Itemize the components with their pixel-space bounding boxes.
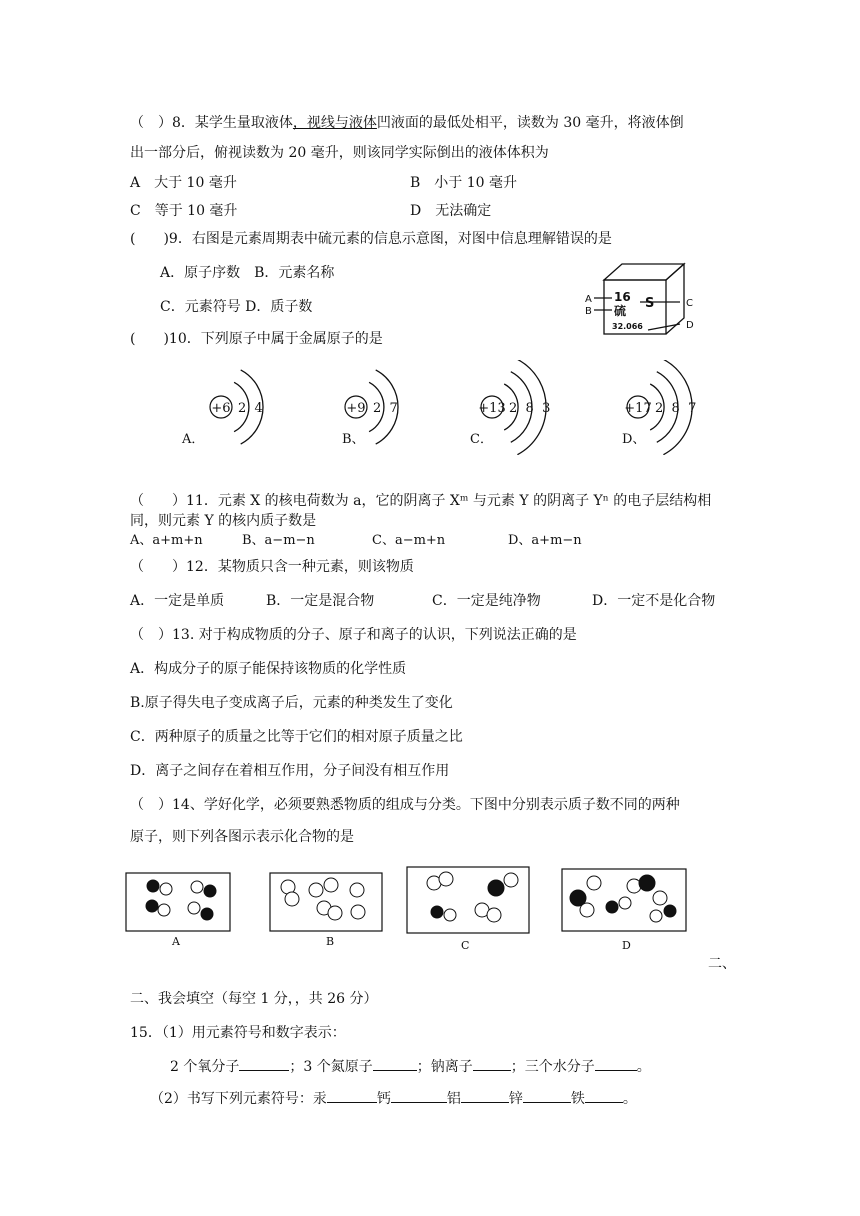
q12-stem: （ ）12．某物质只含一种元素，则该物质: [130, 559, 414, 575]
q13-stem: （ ）13. 对于构成物质的分子、原子和离子的认识，下列说法正确的是: [130, 627, 577, 643]
open-atom: [619, 897, 631, 909]
open-atom: [188, 902, 200, 914]
sulfur-name: 硫: [614, 304, 627, 318]
atom-diagram-a: [181, 370, 263, 447]
zinc-label: 锌: [508, 1091, 523, 1107]
open-atom: [191, 881, 203, 893]
filled-atom: [146, 900, 158, 912]
q9-stem: ( )9．右图是元素周期表中硫元素的信息示意图，对图中信息理解错误的是: [130, 231, 612, 247]
figure-label-d: D: [686, 320, 694, 331]
q13-option-d: D．离子之间存在着相互作用，分子间没有相互作用: [130, 763, 450, 779]
open-atom: [504, 873, 518, 887]
electron-counts: 2 7: [373, 401, 398, 416]
nucleus-charge: +9: [346, 401, 366, 416]
q8-line2: 出一部分后，俯视读数为 20 毫升，则该同学实际倒出的液体体积为: [130, 145, 549, 161]
sulfur-element-figure: [582, 258, 702, 340]
q8-option-b: B 小于 10 毫升: [410, 175, 518, 191]
calcium-label: 钙: [376, 1091, 391, 1107]
q9-options-ab: A．原子序数 B．元素名称: [160, 265, 335, 281]
q11-option-d: D、a+m−n: [508, 533, 582, 548]
atom-diagram-d: [622, 360, 696, 455]
q15-heading: 15．（1）用元素符号和数字表示：: [130, 1025, 346, 1041]
atom-option-label: B、: [342, 432, 365, 447]
atom-option-label: A．: [182, 432, 205, 447]
answer-blank-mercury[interactable]: [327, 1088, 377, 1103]
q8-line1: [130, 114, 684, 132]
open-atom: [650, 910, 662, 922]
filled-atom: [147, 880, 159, 892]
atom-option-label: C．: [470, 432, 493, 447]
open-atom: [653, 891, 667, 905]
q14-line2: 原子，则下列各图示表示化合物的是: [130, 829, 354, 845]
electron-counts: 2 8 3: [509, 401, 551, 416]
answer-blank-sodium[interactable]: [473, 1056, 511, 1071]
option-a-box: [126, 873, 230, 931]
open-atom: [160, 883, 172, 895]
q11-option-c: C、a−m+n: [372, 533, 446, 548]
section2-title: 二、我会填空（每空 1 分，，共 26 分）: [130, 991, 378, 1007]
mercury-label: （2）书写下列元素符号：汞: [150, 1091, 327, 1107]
atom-diagram-c: [470, 360, 550, 455]
q13-option-c: C．两种原子的质量之比等于它们的相对原子质量之比: [130, 729, 463, 745]
q13-option-b: B.原子得失电子变成离子后，元素的种类发生了变化: [130, 695, 453, 711]
q13-option-a: A．构成分子的原子能保持该物质的化学性质: [130, 661, 407, 677]
q14-line1: （ ）14、学好化学，必须要熟悉物质的组成与分类。下图中分别表示质子数不同的两种: [130, 797, 680, 813]
particle-diagrams: [0, 860, 860, 960]
open-atom: [487, 908, 501, 922]
electron-counts: 2 4: [238, 401, 263, 416]
option-b-label: B: [326, 935, 335, 948]
filled-atom: [606, 901, 618, 913]
answer-blank-water[interactable]: [595, 1056, 637, 1071]
open-atom: [324, 878, 338, 892]
nucleus-charge: +13: [478, 401, 506, 416]
option-a-label: A: [172, 935, 180, 948]
atom-option-label: D、: [622, 432, 646, 447]
q10-stem: ( )10．下列原子中属于金属原子的是: [130, 331, 383, 347]
answer-blank-iron[interactable]: [585, 1088, 623, 1103]
figure-label-b: B: [585, 306, 592, 317]
answer-blank-oxygen[interactable]: [239, 1056, 289, 1071]
filled-atom: [488, 880, 504, 896]
filled-atom: [201, 908, 213, 920]
margin-note: 二、: [708, 956, 736, 972]
filled-atom: [204, 885, 216, 897]
option-c-label: C: [461, 939, 470, 952]
open-atom: [328, 906, 342, 920]
q8-option-a: A 大于 10 毫升: [130, 175, 237, 191]
q12-option-a: A．一定是单质: [130, 593, 225, 609]
q15-part1-end: 。: [636, 1059, 651, 1075]
open-atom: [285, 892, 299, 906]
q12-option-d: D．一定不是化合物: [592, 593, 716, 609]
sulfur-symbol: S: [645, 296, 655, 311]
answer-blank-nitrogen[interactable]: [373, 1056, 417, 1071]
filled-atom: [664, 905, 676, 917]
q15-part1: [170, 1056, 651, 1076]
answer-blank-zinc[interactable]: [523, 1088, 571, 1103]
aluminum-label: 铝: [446, 1091, 461, 1107]
open-atom: [444, 909, 456, 921]
sulfur-atomic-number: 16: [614, 290, 631, 304]
q8-option-d: D 无法确定: [410, 203, 492, 219]
open-atom: [587, 876, 601, 890]
open-atom: [158, 904, 170, 916]
sulfur-atomic-mass: 32.066: [612, 322, 643, 331]
q11-option-b: B、a−m−n: [242, 533, 315, 548]
q11-line1: [130, 492, 711, 510]
filled-atom: [639, 875, 655, 891]
q8-stem-start: （ ）8．某学生量取液体: [130, 115, 293, 131]
q8-underlined-text: ，视线与液体: [292, 115, 377, 131]
open-atom: [439, 872, 453, 886]
q11-line2: 同，则元素 Y 的核内质子数是: [130, 513, 317, 529]
water-molecule-label: ；三个水分子: [510, 1059, 595, 1075]
open-atom: [351, 905, 365, 919]
nucleus-charge: +17: [624, 401, 652, 416]
q9-options-cd: C．元素符号 D．质子数: [160, 299, 313, 315]
figure-label-c: C: [686, 298, 693, 309]
electron-counts: 2 8 7: [655, 401, 697, 416]
nitrogen-atom-label: ；3 个氮原子: [289, 1059, 373, 1075]
option-d-label: D: [622, 939, 631, 952]
open-atom: [580, 903, 594, 917]
atom-diagrams: [0, 360, 860, 455]
filled-atom: [431, 906, 443, 918]
open-atom: [309, 883, 323, 897]
q15-part2-end: 。: [622, 1091, 637, 1107]
oxygen-molecule-label: 2 个氧分子: [170, 1059, 240, 1075]
answer-blank-aluminum[interactable]: [461, 1088, 509, 1103]
figure-label-a: A: [585, 294, 592, 305]
q8-stem-rest: 凹液面的最低处相平，读数为 30 毫升，将液体倒: [376, 115, 684, 131]
q8-option-c: C 等于 10 毫升: [130, 203, 238, 219]
answer-blank-calcium[interactable]: [391, 1088, 447, 1103]
q11-stem: （ ）11．元素 X 的核电荷数为 a，它的阴离子 Xᵐ 与元素 Y 的阴离子 Yⁿ 的电子层结构相: [130, 493, 712, 509]
q15-part2: [150, 1088, 637, 1108]
q12-option-b: B．一定是混合物: [266, 593, 375, 609]
sodium-ion-label: ；钠离子: [416, 1059, 473, 1075]
q11-option-a: A、a+m+n: [130, 533, 203, 548]
q12-option-c: C．一定是纯净物: [432, 593, 541, 609]
nucleus-charge: +6: [211, 401, 231, 416]
atom-diagram-b: [342, 370, 398, 447]
iron-label: 铁: [570, 1091, 585, 1107]
open-atom: [350, 883, 364, 897]
